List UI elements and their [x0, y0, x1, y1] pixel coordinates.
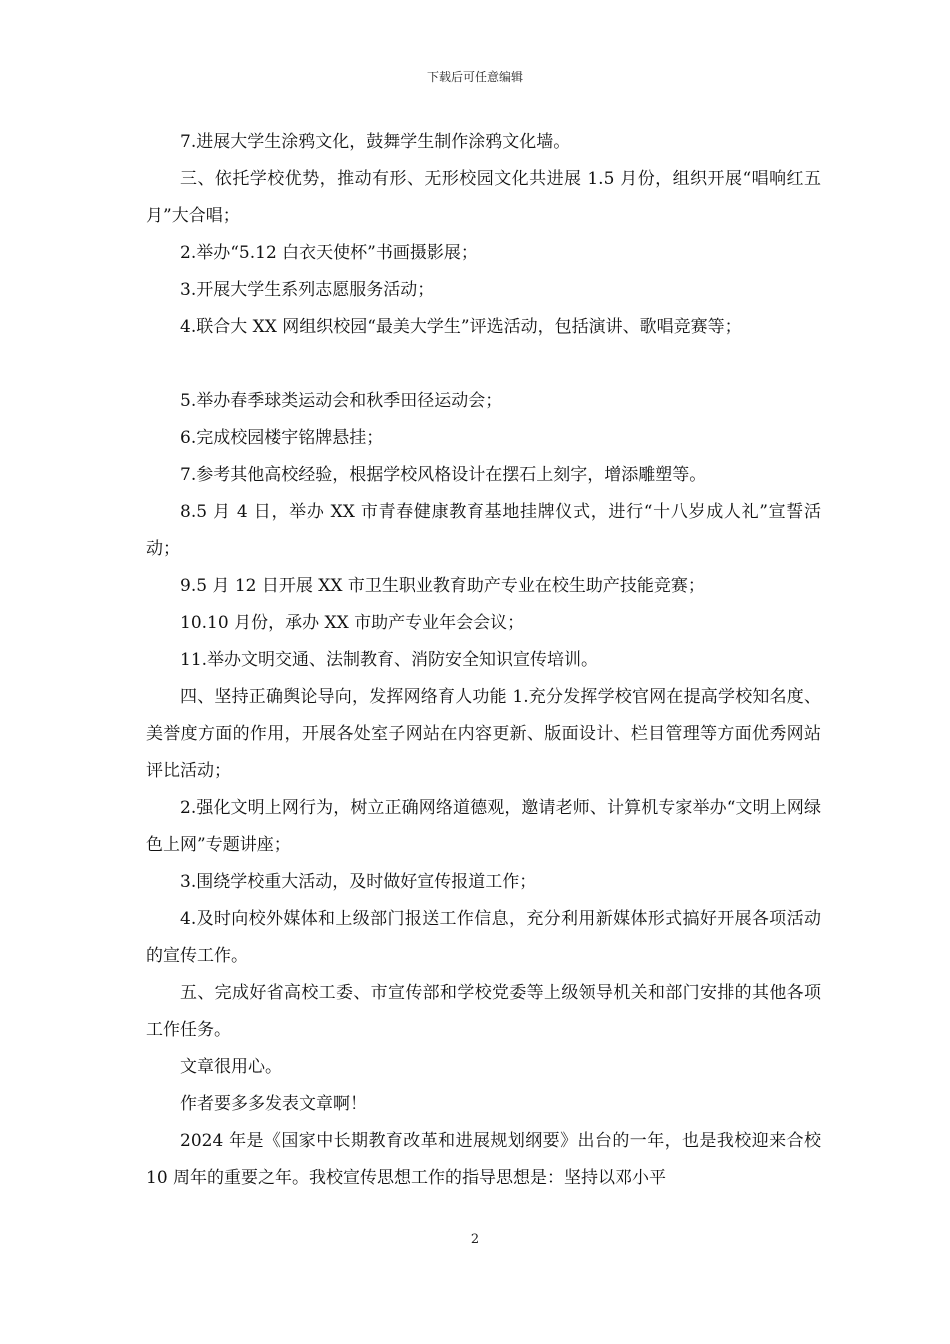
paragraph: 2024 年是《国家中长期教育改革和进展规划纲要》出台的一年，也是我校迎来合校 10 周年的重要之年。我校宣传思想工作的指导思想是：坚持以邓小平	[146, 1131, 821, 1188]
paragraph: 6.完成校园楼宇铭牌悬挂；	[180, 428, 384, 448]
paragraph: 4.联合大 XX 网组织校园“最美大学生”评选活动，包括演讲、歌唱竞赛等；	[180, 317, 742, 337]
paragraph: 2.举办“5.12 白衣天使杯”书画摄影展；	[180, 243, 478, 263]
paragraph: 7.进展大学生涂鸦文化，鼓舞学生制作涂鸦文化墙。	[180, 132, 571, 152]
page-number: 2	[470, 1232, 480, 1247]
paragraph: 8.5 月 4 日，举办 XX 市青春健康教育基地挂牌仪式，进行“十八岁成人礼”宣誓活动；	[146, 502, 821, 559]
document-body	[146, 124, 821, 1197]
paragraph: 11.举办文明交通、法制教育、消防安全知识宣传培训。	[180, 650, 599, 670]
paragraph: 7.参考其他高校经验，根据学校风格设计在摆石上刻字，增添雕塑等。	[180, 465, 707, 485]
paragraph: 4.及时向校外媒体和上级部门报送工作信息，充分利用新媒体形式搞好开展各项活动的宣传工作。	[146, 909, 821, 966]
paragraph: 10.10 月份，承办 XX 市助产专业年会会议；	[180, 613, 525, 633]
paragraph: 5.举办春季球类运动会和秋季田径运动会；	[180, 391, 503, 411]
paragraph: 作者要多多发表文章啊！	[180, 1094, 367, 1114]
section-heading-4: 四、坚持正确舆论导向，发挥网络育人功能 1.充分发挥学校官网在提高学校知名度、美誉度方面的作用，开展各处室子网站在内容更新、版面设计、栏目管理等方面优秀网站评比活动；	[146, 687, 821, 781]
section-heading-3: 三、依托学校优势，推动有形、无形校园文化共进展 1.5 月份，组织开展“唱响红五月”大合唱；	[146, 169, 821, 226]
section-heading-5: 五、完成好省高校工委、市宣传部和学校党委等上级领导机关和部门安排的其他各项工作任务。	[146, 983, 821, 1040]
paragraph: 3.围绕学校重大活动，及时做好宣传报道工作；	[180, 872, 537, 892]
page-header: 下载后可任意编辑	[426, 70, 523, 84]
paragraph: 9.5 月 12 日开展 XX 市卫生职业教育助产专业在校生助产技能竞赛；	[180, 576, 705, 596]
paragraph: 3.开展大学生系列志愿服务活动；	[180, 280, 435, 300]
paragraph: 2.强化文明上网行为，树立正确网络道德观，邀请老师、计算机专家举办“文明上网绿色上网”专题讲座；	[146, 798, 821, 855]
paragraph: 文章很用心。	[180, 1057, 282, 1077]
